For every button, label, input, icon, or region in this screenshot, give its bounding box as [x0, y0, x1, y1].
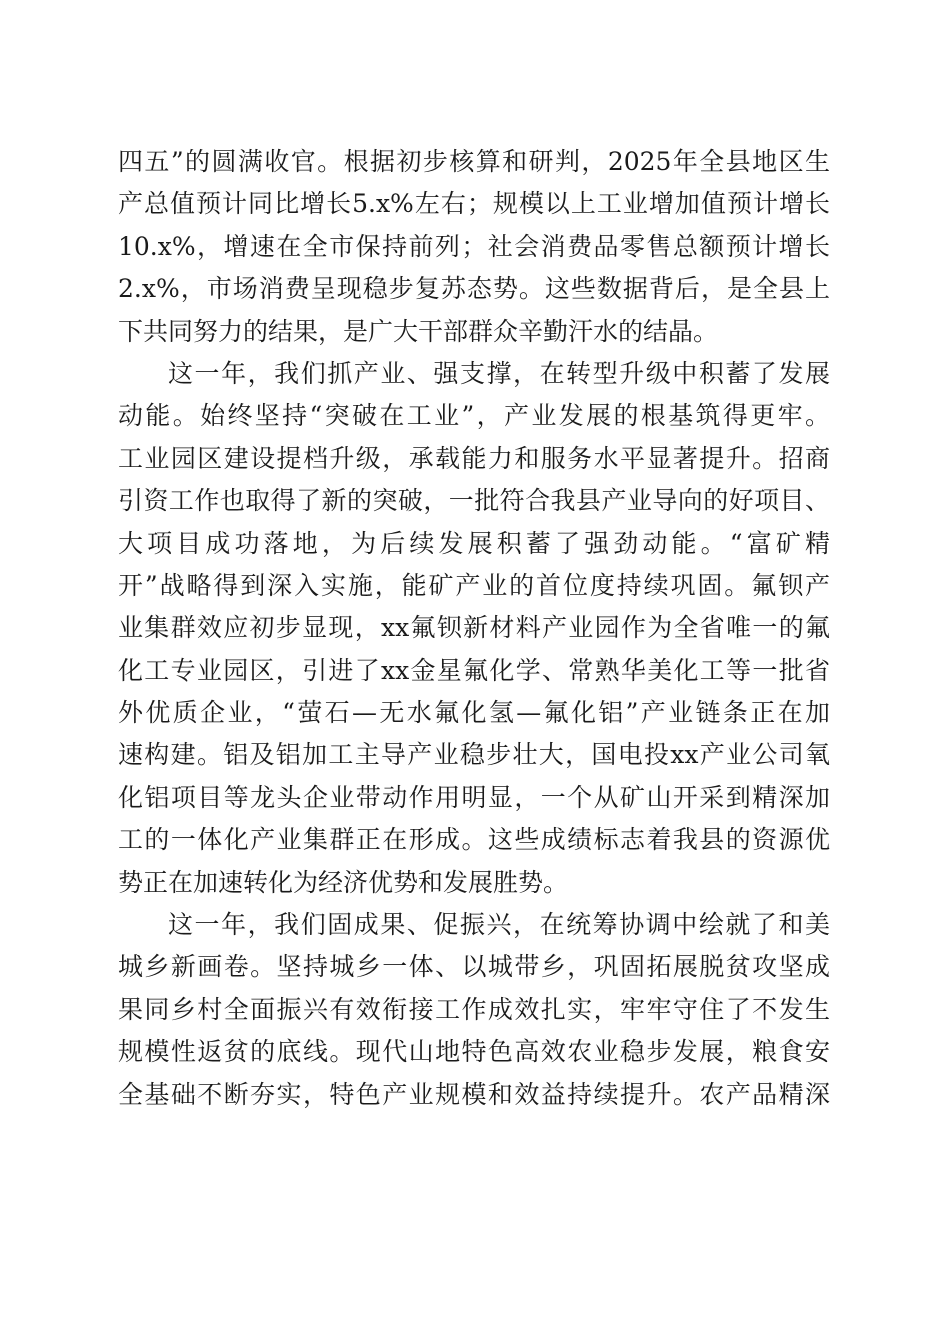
text-line: 化工专业园区，引进了xx金星氟化学、常熟华美化工等一批省 — [118, 655, 830, 685]
text-line: 引资工作也取得了新的突破，一批符合我县产业导向的好项目、 — [118, 486, 830, 516]
text-line: 这一年，我们抓产业、强支撑，在转型升级中积蓄了发展 — [168, 358, 830, 388]
text-line: 果同乡村全面振兴有效衔接工作成效扎实，牢牢守住了不发生 — [118, 994, 830, 1024]
paragraph-2 — [118, 353, 830, 904]
paragraph-3 — [118, 904, 830, 1116]
text-line: 大项目成功落地，为后续发展积蓄了强劲动能。“富矿精 — [118, 528, 830, 558]
text-line: 外优质企业，“萤石—无水氟化氢—氟化铝”产业链条正在加 — [118, 698, 830, 728]
text-line: 2.x%，市场消费呈现稳步复苏态势。这些数据背后，是全县上 — [118, 274, 830, 304]
text-line: 四五”的圆满收官。根据初步核算和研判，2025年全县地区生 — [118, 147, 830, 176]
document-body — [118, 141, 830, 1116]
text-line: 势正在加速转化为经济优势和发展胜势。 — [118, 867, 569, 897]
text-line: 速构建。铝及铝加工主导产业稳步壮大，国电投xx产业公司氧 — [118, 740, 830, 770]
text-line: 规模性返贫的底线。现代山地特色高效农业稳步发展，粮食安 — [118, 1037, 830, 1067]
text-line: 10.x%，增速在全市保持前列；社会消费品零售总额预计增长 — [118, 231, 830, 261]
text-line: 业集群效应初步显现，xx氟钡新材料产业园作为全省唯一的氟 — [118, 613, 830, 643]
text-line: 全基础不断夯实，特色产业规模和效益持续提升。农产品精深 — [118, 1079, 830, 1109]
paragraph-1 — [118, 141, 830, 353]
text-line: 产总值预计同比增长5.x%左右；规模以上工业增加值预计增长 — [118, 189, 830, 219]
text-line: 这一年，我们固成果、促振兴，在统筹协调中绘就了和美 — [168, 910, 830, 940]
text-line: 开”战略得到深入实施，能矿产业的首位度持续巩固。氟钡产 — [118, 570, 830, 600]
text-line: 化铝项目等龙头企业带动作用明显，一个从矿山开采到精深加 — [118, 782, 830, 812]
text-line: 工业园区建设提档升级，承载能力和服务水平显著提升。招商 — [118, 443, 830, 473]
text-line: 动能。始终坚持“突破在工业”，产业发展的根基筑得更牢。 — [118, 401, 830, 431]
text-line: 城乡新画卷。坚持城乡一体、以城带乡，巩固拓展脱贫攻坚成 — [118, 952, 830, 982]
text-line: 工的一体化产业集群正在形成。这些成绩标志着我县的资源优 — [118, 825, 830, 855]
text-line: 下共同努力的结果，是广大干部群众辛勤汗水的结晶。 — [118, 316, 719, 346]
